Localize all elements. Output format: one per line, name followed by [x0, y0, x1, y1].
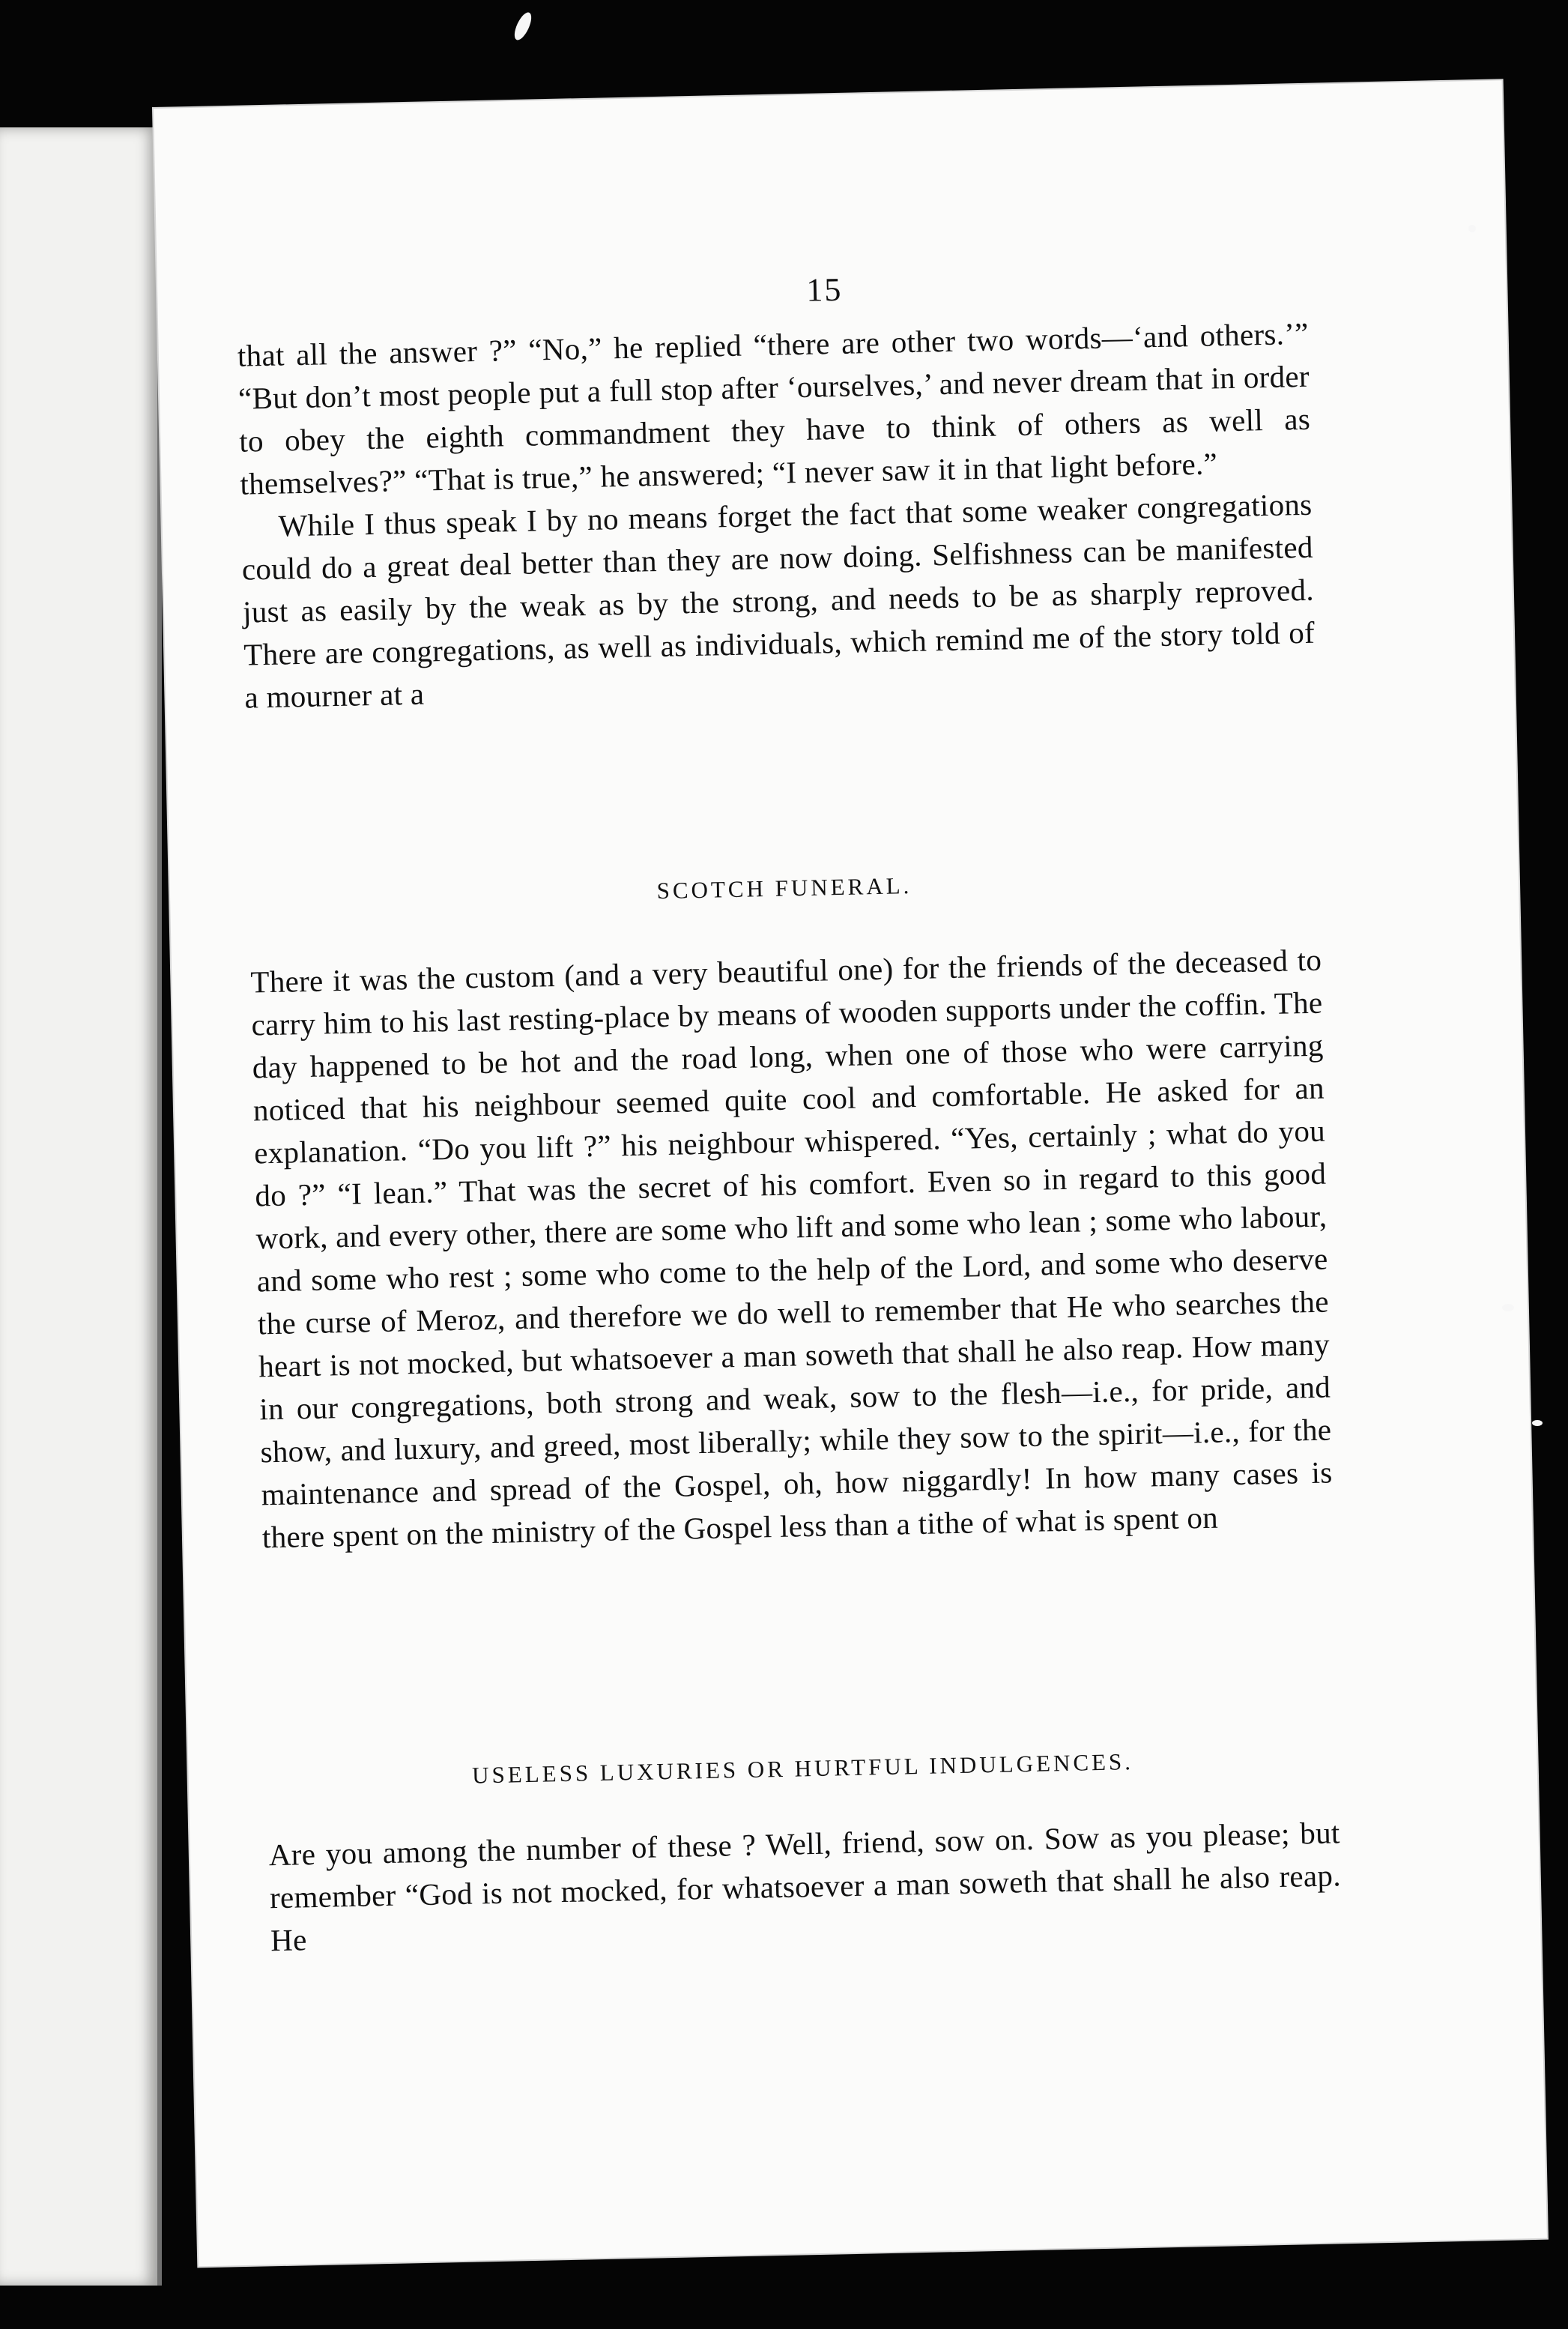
paragraph-1: that all the answer ?” “No,” he replied “there are other two words—‘and others.’” “But don’t most people put a full stop after ‘ourselves,’ and never dream that in order to obey the eighth commandment they have to think of others as well as themselves?” “That is true,” he answered; “I never saw it in that light before.”: [237, 315, 1311, 501]
section-heading-useless-luxuries: USELESS LUXURIES OR HURTFUL INDULGENCES.: [471, 1748, 1134, 1789]
closing-text-block: [268, 1811, 1342, 1962]
scan-speck: [1502, 1304, 1514, 1311]
funeral-text-block: [250, 939, 1334, 1559]
paragraph-2: While I thus speak I by no means forget the fact that some weaker congregations could do a great deal better than they are now doing. Selfishness can be manifested just as easily by the weak as by the strong, and needs to be as sharply reproved. There are congregations, as well as individuals, which remind me of the story told of a mourner at a: [241, 486, 1316, 715]
book-page: [154, 80, 1547, 2266]
scan-speck: [1532, 1420, 1543, 1426]
scan-speck: [1468, 225, 1476, 232]
paragraph-3: There it was the custom (and a very beautiful one) for the friends of the deceased to carry him to his last resting-place by means of wooden supports under the coffin. The day happened to be hot and the road long, when one of those who were carrying noticed that his neighbour seemed quite cool and comfortable. He asked for an explanation. “Do you lift ?” his neighbour whispered. “Yes, certainly ; what do you do ?” “I lean.” That was the secret of his comfort. Even so in regard to this good work, and every other, there are some who lift and some who lean ; some who labour, and some who rest ; some who come to the help of the Lord, and some who deserve the curse of Meroz, and therefore we do well to remember that He who searches the heart is not mocked, but whatsoever a man soweth that shall he also reap. How many in our congregations, both strong and weak, sow to the flesh—i.e., for pride, and show, and luxury, and greed, most liberally; while they sow to the spirit—i.e., for the maintenance and spread of the Gospel, oh, how niggardly! In how many cases is there spent on the ministry of the Gospel less than a tithe of what is spent on: [249, 942, 1333, 1555]
page-number: 15: [805, 271, 843, 309]
paragraph-4: Are you among the number of these ? Well, friend, sow on. Sow as you please; but remember “God is not mocked, for whatsoever a man soweth that shall he also reap. He: [268, 1815, 1342, 1958]
left-page-edge: [0, 127, 162, 2286]
opening-text-block: [237, 312, 1316, 719]
section-heading-scotch-funeral: SCOTCH FUNERAL.: [656, 872, 912, 904]
